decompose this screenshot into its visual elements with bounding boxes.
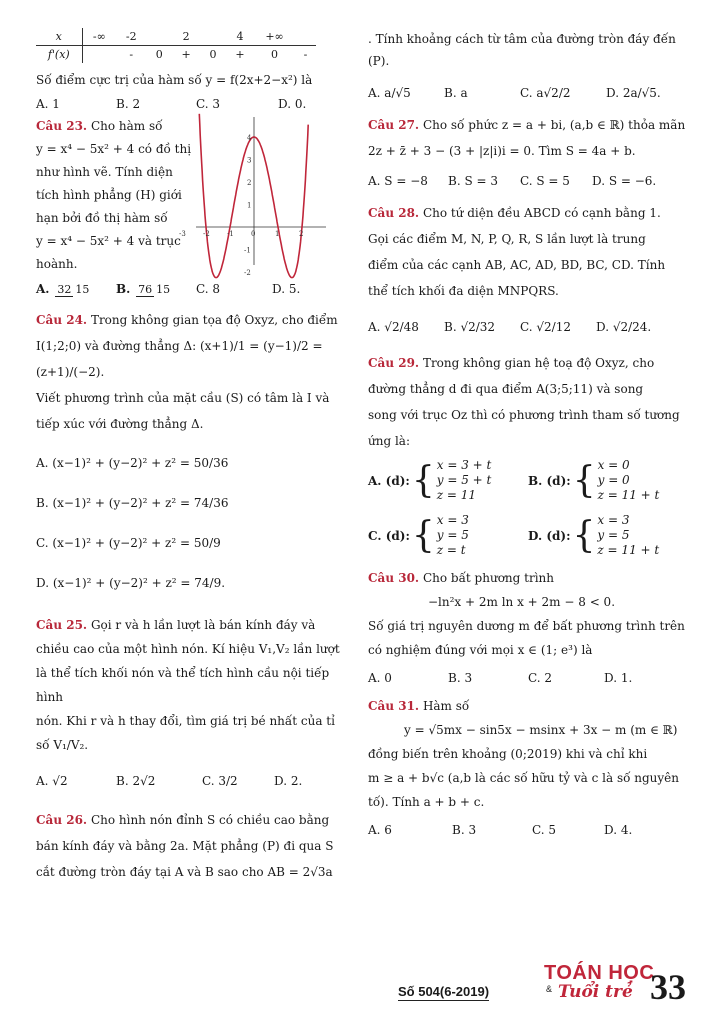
q26-option-a: A. a/√5 xyxy=(368,86,411,100)
q23-line: hạn bởi đồ thị hàm số xyxy=(36,211,168,225)
graph-x-tick: 2 xyxy=(299,230,304,238)
q23-label: Câu 23. xyxy=(36,119,88,133)
q26-option-b: B. a xyxy=(444,86,468,100)
graph-y-tick: 4 xyxy=(247,134,252,142)
q26-options xyxy=(368,82,688,104)
q31-line: đồng biến trên khoảng (0;2019) khi và chỉ khi xyxy=(368,747,648,761)
sign-table xyxy=(36,28,316,63)
q24-option-b: B. (x−1)² + (y−2)² + z² = 74/36 xyxy=(36,495,229,510)
q24-line: Viết phương trình của mặt cầu (S) có tâm là I và xyxy=(36,390,330,405)
q31-line: y = √5mx − sin5x − msinx + 3x − m (m ∈ ℝ) xyxy=(404,723,678,737)
q24-line: tiếp xúc với đường thẳng Δ. xyxy=(36,416,204,431)
q26-line: cắt đường tròn đáy tại A và B sao cho AB = 2√3a xyxy=(36,864,333,879)
q23-line: Cho hàm số xyxy=(90,119,163,133)
q22-option-d: D. 0. xyxy=(278,97,307,111)
q25-line: Gọi r và h lần lượt là bán kính đáy và xyxy=(90,617,316,632)
q25-block xyxy=(36,613,356,793)
q23-option-d: D. 5. xyxy=(272,282,301,297)
q30-line: Cho bất phương trình xyxy=(422,571,554,585)
brand-ampersand: & xyxy=(546,984,553,994)
q31-line: tố). Tính a + b + c. xyxy=(368,795,485,809)
q24-option-d: D. (x−1)² + (y−2)² + z² = 74/9. xyxy=(36,575,226,590)
sign-cell: 4 xyxy=(236,30,244,43)
q27-label: Câu 27. xyxy=(368,118,420,132)
q30-line: có nghiệm đúng với mọi x ∈ (1; e³) là xyxy=(368,643,593,657)
q24-label: Câu 24. xyxy=(36,312,88,327)
q24-line: Trong không gian tọa độ Oxyz, cho điểm xyxy=(90,312,338,327)
q23-options xyxy=(36,282,356,297)
q23-block xyxy=(36,115,356,276)
q29-options xyxy=(368,458,688,558)
q27-option-b: B. S = 3 xyxy=(448,174,498,188)
q29-line: Trong không gian hệ toạ độ Oxyz, cho xyxy=(422,356,655,370)
q29-option-a: A. (d): { x = 3 + t y = 5 + t z = 11 xyxy=(368,458,492,502)
q30-option-a: A. 0 xyxy=(368,671,392,685)
q28-option-a: A. √2/48 xyxy=(368,320,419,334)
graph-x-tick: -1 xyxy=(227,230,234,238)
q23-line: y = x⁴ − 5x² + 4 có đồ thị xyxy=(36,142,192,156)
issue-number: Số 504(6-2019) xyxy=(398,984,490,999)
q25-line: là thể tích khối nón và thể tích hình cầu nội tiếp hình xyxy=(36,665,330,704)
quartic-graph xyxy=(179,115,326,277)
sign-x: x xyxy=(36,28,82,46)
sign-cell: +∞ xyxy=(265,30,284,43)
q29-option-b: B. (d): { x = 0 y = 0 z = 11 + t xyxy=(528,458,660,502)
graph-x-tick: -3 xyxy=(179,230,186,238)
q26-cont-line: (P). xyxy=(368,54,390,68)
q31-options xyxy=(368,818,688,842)
sign-cell: 2 xyxy=(182,30,190,43)
q22-option-b: B. 2 xyxy=(116,97,141,111)
q28-line: Cho tứ diện đều ABCD có cạnh bằng 1. xyxy=(422,206,661,220)
q27-options xyxy=(368,168,688,194)
q31-option-b: B. 3 xyxy=(452,823,477,837)
q30-block xyxy=(368,566,688,690)
q29-line: đường thẳng d đi qua điểm A(3;5;11) và song xyxy=(368,382,644,396)
graph-y-tick: 3 xyxy=(247,156,252,165)
q30-label: Câu 30. xyxy=(368,571,420,585)
q25-line: số V₁/V₂. xyxy=(36,737,89,752)
q29-option-d: D. (d): { x = 3 y = 5 z = 11 + t xyxy=(528,513,660,557)
q26-cont xyxy=(368,28,688,104)
graph-y-tick: 1 xyxy=(247,201,252,210)
q27-block xyxy=(368,112,688,194)
q27-line: 2z + z̄ + 3 − (3 + |z|i)i = 0. Tìm S = 4a + b. xyxy=(368,144,636,158)
sign-cell: - xyxy=(303,48,308,61)
q28-block xyxy=(368,200,688,340)
q23-option-c: C. 8 xyxy=(196,282,221,297)
q23-line: tích hình phẳng (H) giới xyxy=(36,188,182,202)
q22-text: Số điểm cực trị của hàm số y = f(2x+2−x²) là xyxy=(36,73,313,87)
q28-option-d: D. √2/24. xyxy=(596,320,652,334)
q30-option-d: D. 1. xyxy=(604,671,633,685)
q30-line: Số giá trị nguyên dương m để bất phương trình trên xyxy=(368,619,685,633)
sign-cell: + xyxy=(235,48,245,61)
graph-x-tick: 1 xyxy=(275,230,280,238)
sign-cell: 0 xyxy=(155,48,163,61)
q26-label: Câu 26. xyxy=(36,812,88,827)
q22-options xyxy=(36,97,356,111)
sign-cell: + xyxy=(181,48,191,61)
sign-fx: f'(x) xyxy=(36,46,82,64)
q31-option-c: C. 5 xyxy=(532,823,557,837)
q29-line: ứng là: xyxy=(368,434,410,448)
q26-cont-line: . Tính khoảng cách từ tâm của đường tròn đáy đến xyxy=(368,32,676,46)
q28-options xyxy=(368,314,688,340)
page-footer xyxy=(360,962,690,1012)
graph-x-tick: -2 xyxy=(203,230,210,238)
q27-option-d: D. S = −6. xyxy=(592,174,657,188)
q29-option-c: C. (d): { x = 3 y = 5 z = t xyxy=(368,513,469,557)
q31-option-d: D. 4. xyxy=(604,823,633,837)
sign-cell: 0 xyxy=(209,48,217,61)
q26-line: bán kính đáy và bằng 2a. Mặt phẳng (P) đi qua S xyxy=(36,838,334,853)
q26-block xyxy=(36,807,356,885)
q24-block xyxy=(36,307,356,603)
q25-option-c: C. 3/2 xyxy=(202,773,238,788)
q26-option-c: C. a√2/2 xyxy=(520,86,571,100)
sign-cell: 0 xyxy=(271,48,279,61)
q28-option-b: B. √2/32 xyxy=(444,320,496,334)
graph-x-tick: 0 xyxy=(251,230,256,238)
graph-y-tick: -2 xyxy=(244,269,251,277)
graph-y-tick: -1 xyxy=(244,246,251,255)
q23-option-b: B. 76 15 xyxy=(116,282,171,296)
q28-line: Gọi các điểm M, N, P, Q, R, S lần lượt là trung xyxy=(368,232,646,246)
q23-line: y = x⁴ − 5x² + 4 và trục xyxy=(36,234,181,248)
q28-label: Câu 28. xyxy=(368,206,420,220)
q30-line: −ln²x + 2m ln x + 2m − 8 < 0. xyxy=(428,595,616,609)
q25-option-d: D. 2. xyxy=(274,773,303,788)
q22-option-c: C. 3 xyxy=(196,97,221,111)
right-column xyxy=(368,28,688,846)
q29-block xyxy=(368,350,688,558)
q30-options xyxy=(368,666,688,690)
q31-label: Câu 31. xyxy=(368,699,420,713)
q26-option-d: D. 2a/√5. xyxy=(606,86,661,100)
q29-line: song với trục Oz thì có phương trình tham số tương xyxy=(368,408,680,422)
q25-options xyxy=(36,769,356,793)
q24-line: I(1;2;0) và đường thẳng Δ: (x+1)/1 = (y−1)/2 = (z+1)/(−2). xyxy=(36,338,323,379)
q31-block xyxy=(368,694,688,842)
q24-option-a: A. (x−1)² + (y−2)² + z² = 50/36 xyxy=(36,455,229,470)
q31-line: Hàm số xyxy=(422,699,470,713)
q28-line: thể tích khối đa diện MNPQRS. xyxy=(368,284,559,298)
q23-text xyxy=(36,115,196,276)
q25-option-a: A. √2 xyxy=(36,773,68,788)
q22-option-a: A. 1 xyxy=(36,97,60,111)
q27-option-a: A. S = −8 xyxy=(368,174,428,188)
q27-option-c: C. S = 5 xyxy=(520,174,570,188)
sign-cell: -2 xyxy=(125,30,137,43)
q31-line: m ≥ a + b√c (a,b là các số hữu tỷ và c là số nguyên xyxy=(368,771,680,785)
q24-options xyxy=(36,443,356,603)
q26-line: Cho hình nón đỉnh S có chiều cao bằng xyxy=(90,812,330,827)
sign-cell: - xyxy=(129,48,134,61)
q30-option-b: B. 3 xyxy=(448,671,473,685)
q23-option-a: A. 32 15 xyxy=(36,282,90,296)
q29-label: Câu 29. xyxy=(368,356,420,370)
q25-label: Câu 25. xyxy=(36,617,88,632)
q30-option-c: C. 2 xyxy=(528,671,553,685)
left-column xyxy=(36,28,356,885)
magazine-title: TOÁN HỌC xyxy=(544,962,655,984)
page-number: 33 xyxy=(650,967,686,1007)
magazine-subtitle: Tuổi trẻ xyxy=(558,982,633,1002)
graph-y-tick: 2 xyxy=(247,179,252,187)
q23-line: hoành. xyxy=(36,257,78,271)
q25-line: nón. Khi r và h thay đổi, tìm giá trị bé nhất của tỉ xyxy=(36,713,335,728)
q28-line: điểm của các cạnh AB, AC, AD, BD, BC, CD. Tính xyxy=(368,258,666,272)
q25-line: chiều cao của một hình nón. Kí hiệu V₁,V₂ lần lượt xyxy=(36,641,340,656)
q28-option-c: C. √2/12 xyxy=(520,320,571,334)
q27-line: Cho số phức z = a + bi, (a,b ∈ ℝ) thỏa mãn xyxy=(422,118,686,132)
q31-option-a: A. 6 xyxy=(368,823,392,837)
q23-line: như hình vẽ. Tính diện xyxy=(36,165,173,179)
q25-option-b: B. 2√2 xyxy=(116,773,156,788)
q24-option-c: C. (x−1)² + (y−2)² + z² = 50/9 xyxy=(36,535,221,550)
sign-cell: -∞ xyxy=(92,30,106,43)
